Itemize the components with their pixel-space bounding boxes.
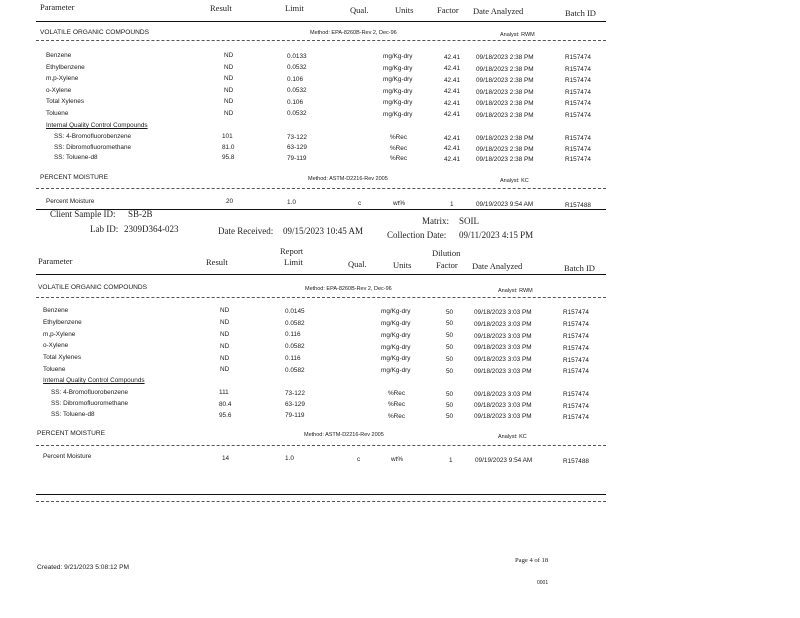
- cell-date: 09/18/2023 2:38 PM: [476, 100, 534, 107]
- cell-factor: 50: [446, 390, 454, 398]
- moisture-result: 14: [222, 455, 230, 462]
- col-header-factor: Factor: [437, 5, 459, 15]
- collection-date-label: Collection Date:: [387, 230, 447, 240]
- section-rule: [36, 297, 606, 298]
- cell-date: 09/18/2023 3:03 PM: [474, 332, 532, 340]
- cell-factor: 50: [446, 344, 454, 351]
- cell-limit: 0.0582: [285, 366, 305, 374]
- section-title-voc: VOLATILE ORGANIC COMPOUNDS: [38, 284, 148, 291]
- moisture-batch: R157488: [565, 202, 591, 209]
- cell-date: 09/18/2023 2:38 PM: [476, 156, 534, 163]
- cell-date: 09/18/2023 3:03 PM: [474, 309, 532, 316]
- moisture-analyst: Analyst: KC: [498, 434, 527, 440]
- cell-factor: 50: [446, 308, 454, 316]
- cell-limit: 63-129: [285, 401, 305, 408]
- moisture-method: Method: ASTM-D2216-Rev 2005: [304, 432, 384, 438]
- cell-factor: 50: [446, 332, 454, 340]
- col-header-parameter: Parameter: [38, 256, 73, 266]
- cell-units: mg/Kg-dry: [381, 331, 411, 339]
- cell-result: ND: [224, 98, 234, 106]
- cell-limit: 0.116: [285, 331, 301, 339]
- moisture-limit: 1.0: [285, 455, 294, 462]
- matrix-value: SOIL: [459, 216, 479, 226]
- cell-result: ND: [224, 63, 234, 71]
- section-rule: [36, 188, 606, 189]
- qc-title: Internal Quality Control Compounds: [43, 377, 145, 384]
- cell-limit: 0.0133: [287, 52, 307, 60]
- cell-param: SS: Toluene-d8: [54, 154, 98, 161]
- cell-units: %Rec: [390, 144, 408, 152]
- cell-units: mg/Kg-dry: [381, 308, 411, 316]
- col-header-date: Date Analyzed: [472, 261, 523, 271]
- client-sample-id: SB-2B: [128, 209, 153, 219]
- col-header-date: Date Analyzed: [473, 6, 524, 16]
- cell-batch: R157474: [563, 344, 589, 352]
- cell-date: 09/18/2023 3:03 PM: [474, 368, 532, 375]
- col-header-units: Units: [393, 260, 412, 270]
- col-header-limit: Limit: [284, 257, 303, 267]
- cell-batch: R157474: [565, 145, 591, 153]
- cell-units: %Rec: [388, 390, 406, 398]
- cell-result: ND: [220, 342, 230, 350]
- cell-units: mg/Kg-dry: [383, 110, 413, 118]
- col-header-factor: Factor: [436, 260, 458, 270]
- cell-param: Benzene: [43, 307, 69, 314]
- moisture-method: Method: ASTM-D2216-Rev 2005: [308, 176, 388, 182]
- cell-param: Ethylbenzene: [43, 318, 82, 326]
- col-header-result: Result: [206, 257, 228, 267]
- cell-units: %Rec: [388, 412, 406, 420]
- cell-batch: R157474: [565, 156, 591, 164]
- cell-units: mg/Kg-dry: [383, 53, 413, 61]
- cell-batch: R157474: [565, 65, 591, 73]
- cell-result: 95.8: [222, 154, 235, 162]
- col-header-qual: Qual.: [350, 5, 369, 15]
- cell-units: %Rec: [390, 155, 408, 163]
- cell-date: 09/18/2023 2:38 PM: [476, 77, 534, 84]
- cell-batch: R157474: [563, 368, 589, 376]
- block-end-rule: [36, 494, 606, 495]
- cell-units: %Rec: [388, 401, 406, 409]
- cell-batch: R157474: [565, 100, 591, 108]
- cell-units: mg/Kg-dry: [383, 87, 413, 95]
- cell-param: SS: 4-Bromofluorobenzene: [51, 389, 129, 396]
- cell-date: 09/18/2023 3:03 PM: [474, 402, 532, 410]
- date-received-label: Date Received:: [218, 226, 274, 236]
- cell-batch: R157474: [565, 77, 591, 85]
- cell-limit: 0.116: [285, 355, 301, 362]
- cell-param: Toluene: [46, 109, 69, 117]
- cell-param: SS: Dibromofluoromethane: [54, 143, 132, 151]
- collection-date-value: 09/11/2023 4:15 PM: [459, 230, 534, 240]
- cell-param: Total Xylenes: [43, 354, 82, 362]
- page-number: Page 4 of 18: [515, 557, 549, 564]
- cell-limit: 73-122: [285, 389, 305, 397]
- moisture-limit: 1.0: [287, 199, 296, 206]
- moisture-result: 20: [226, 198, 234, 205]
- cell-factor: 42.41: [444, 99, 460, 107]
- cell-factor: 42.41: [444, 155, 460, 163]
- cell-units: mg/Kg-dry: [381, 343, 411, 351]
- page-code: 0001: [537, 580, 549, 586]
- cell-result: ND: [220, 331, 230, 338]
- lab-id-value: 2309D364-023: [124, 224, 179, 234]
- col-header-qual: Qual.: [348, 259, 367, 269]
- moisture-analyst: Analyst: KC: [500, 178, 529, 184]
- cell-result: ND: [220, 307, 230, 315]
- col-header-report: Report: [280, 246, 304, 256]
- col-header-batch: Batch ID: [565, 8, 596, 18]
- cell-limit: 0.0532: [287, 110, 307, 118]
- header-rule: [36, 21, 606, 22]
- cell-param: SS: 4-Bromofluorobenzene: [54, 133, 132, 140]
- method-label: Method: EPA-8260B-Rev 2, Dec-96: [310, 30, 397, 36]
- cell-date: 09/18/2023 2:38 PM: [476, 145, 534, 153]
- moisture-factor: 1: [449, 457, 453, 464]
- cell-date: 09/18/2023 2:38 PM: [476, 88, 534, 96]
- analyst-label: Analyst: RWM: [498, 288, 533, 294]
- cell-batch: R157474: [563, 309, 589, 317]
- cell-param: m,p-Xylene: [43, 330, 76, 338]
- cell-date: 09/18/2023 3:03 PM: [474, 391, 532, 398]
- cell-result: 81.0: [222, 143, 235, 151]
- cell-factor: 50: [446, 320, 454, 328]
- analyst-label: Analyst: RWM: [500, 32, 535, 38]
- moisture-param: Percent Moisture: [43, 453, 92, 460]
- cell-factor: 50: [446, 401, 454, 409]
- cell-result: ND: [220, 366, 230, 374]
- cell-batch: R157474: [565, 54, 591, 62]
- matrix-label: Matrix:: [422, 216, 449, 226]
- cell-result: 80.4: [219, 400, 232, 408]
- cell-factor: 50: [446, 367, 454, 375]
- cell-factor: 42.41: [444, 53, 460, 61]
- cell-limit: 73-122: [287, 133, 307, 141]
- cell-result: ND: [224, 86, 234, 94]
- cell-limit: 63-129: [287, 144, 307, 152]
- moisture-factor: 1: [450, 201, 454, 208]
- lab-id-label: Lab ID:: [90, 224, 119, 234]
- col-header-dilution: Dilution: [432, 248, 461, 258]
- block-end-rule-2: [36, 501, 606, 502]
- cell-result: 95.6: [219, 411, 232, 419]
- cell-batch: R157474: [563, 321, 589, 329]
- cell-factor: 42.41: [444, 88, 460, 96]
- cell-batch: R157474: [563, 391, 589, 399]
- moisture-date: 09/19/2023 9:54 AM: [475, 457, 533, 464]
- created-timestamp: Created: 9/21/2023 5:08:12 PM: [37, 564, 130, 571]
- cell-param: m,p-Xylene: [46, 75, 79, 82]
- cell-factor: 42.41: [444, 76, 460, 84]
- qc-title: Internal Quality Control Compounds: [46, 122, 148, 129]
- block-end-rule: [36, 209, 606, 210]
- cell-batch: R157474: [563, 402, 589, 410]
- cell-factor: 42.41: [444, 65, 460, 73]
- moisture-qual: c: [358, 200, 362, 207]
- cell-param: o-Xylene: [46, 86, 72, 94]
- section-rule: [36, 40, 606, 41]
- moisture-date: 09/19/2023 9:54 AM: [476, 201, 534, 208]
- col-header-batch: Batch ID: [564, 263, 595, 273]
- cell-batch: R157474: [565, 88, 591, 96]
- cell-batch: R157474: [565, 135, 591, 143]
- moisture-batch: R157488: [563, 458, 589, 465]
- cell-factor: 42.41: [444, 134, 460, 142]
- date-received-value: 09/15/2023 10:45 AM: [283, 226, 364, 236]
- moisture-qual: c: [357, 456, 361, 463]
- cell-units: mg/Kg-dry: [381, 355, 411, 363]
- cell-date: 09/18/2023 2:38 PM: [476, 111, 534, 119]
- cell-batch: R157474: [563, 333, 589, 340]
- cell-batch: R157474: [563, 413, 589, 421]
- cell-limit: 0.0582: [285, 343, 305, 351]
- cell-limit: 79-119: [287, 154, 307, 162]
- cell-date: 09/18/2023 3:03 PM: [474, 344, 532, 352]
- cell-limit: 0.0145: [285, 307, 305, 315]
- moisture-units: wt%: [391, 456, 404, 463]
- client-sample-label: Client Sample ID:: [50, 209, 116, 219]
- cell-param: Ethylbenzene: [46, 63, 85, 71]
- cell-result: ND: [224, 109, 234, 117]
- cell-batch: R157474: [565, 111, 591, 119]
- cell-limit: 0.0532: [287, 87, 307, 95]
- cell-units: mg/Kg-dry: [381, 367, 411, 375]
- cell-param: Total Xylenes: [46, 98, 85, 105]
- cell-factor: 42.41: [444, 145, 460, 153]
- cell-date: 09/18/2023 3:03 PM: [474, 356, 532, 364]
- cell-date: 09/18/2023 3:03 PM: [474, 320, 532, 328]
- cell-result: ND: [224, 52, 234, 60]
- cell-factor: 42.41: [444, 111, 460, 119]
- section-title-voc: VOLATILE ORGANIC COMPOUNDS: [40, 29, 150, 36]
- cell-param: o-Xylene: [43, 342, 69, 350]
- cell-limit: 0.0582: [285, 319, 305, 327]
- cell-date: 09/18/2023 3:03 PM: [474, 413, 532, 421]
- col-header-limit: Limit: [285, 3, 304, 13]
- col-header-units: Units: [395, 5, 414, 15]
- cell-factor: 50: [446, 355, 454, 363]
- cell-batch: R157474: [563, 356, 589, 364]
- cell-param: Toluene: [43, 366, 66, 373]
- cell-units: mg/Kg-dry: [383, 64, 413, 72]
- cell-date: 09/18/2023 2:38 PM: [476, 54, 534, 61]
- cell-result: 111: [219, 389, 229, 397]
- col-header-result: Result: [210, 3, 232, 13]
- cell-param: SS: Dibromofluoromethane: [51, 400, 129, 408]
- section-title-moisture: PERCENT MOISTURE: [37, 430, 106, 437]
- cell-date: 09/18/2023 2:38 PM: [476, 65, 534, 73]
- header-rule: [36, 274, 606, 275]
- cell-units: mg/Kg-dry: [383, 76, 413, 84]
- cell-factor: 50: [446, 413, 454, 420]
- cell-result: ND: [220, 319, 230, 327]
- moisture-units: wt%: [393, 200, 406, 207]
- cell-units: mg/Kg-dry: [383, 99, 413, 107]
- cell-date: 09/18/2023 2:38 PM: [476, 135, 534, 142]
- cell-limit: 79-119: [285, 412, 305, 420]
- section-rule: [36, 445, 606, 446]
- method-label: Method: EPA-8260B-Rev 2, Dec-96: [305, 286, 392, 292]
- section-title-moisture: PERCENT MOISTURE: [40, 174, 109, 181]
- moisture-param: Percent Moisture: [46, 198, 95, 205]
- cell-result: ND: [224, 75, 234, 83]
- cell-result: 101: [222, 133, 233, 141]
- cell-param: Benzene: [46, 52, 72, 59]
- cell-param: SS: Toluene-d8: [51, 411, 95, 419]
- cell-result: ND: [220, 354, 230, 362]
- cell-limit: 0.0532: [287, 64, 307, 72]
- cell-units: mg/Kg-dry: [381, 320, 411, 327]
- col-header-parameter: Parameter: [40, 2, 75, 12]
- cell-limit: 0.106: [287, 75, 303, 83]
- cell-units: %Rec: [390, 134, 408, 142]
- cell-limit: 0.106: [287, 98, 303, 106]
